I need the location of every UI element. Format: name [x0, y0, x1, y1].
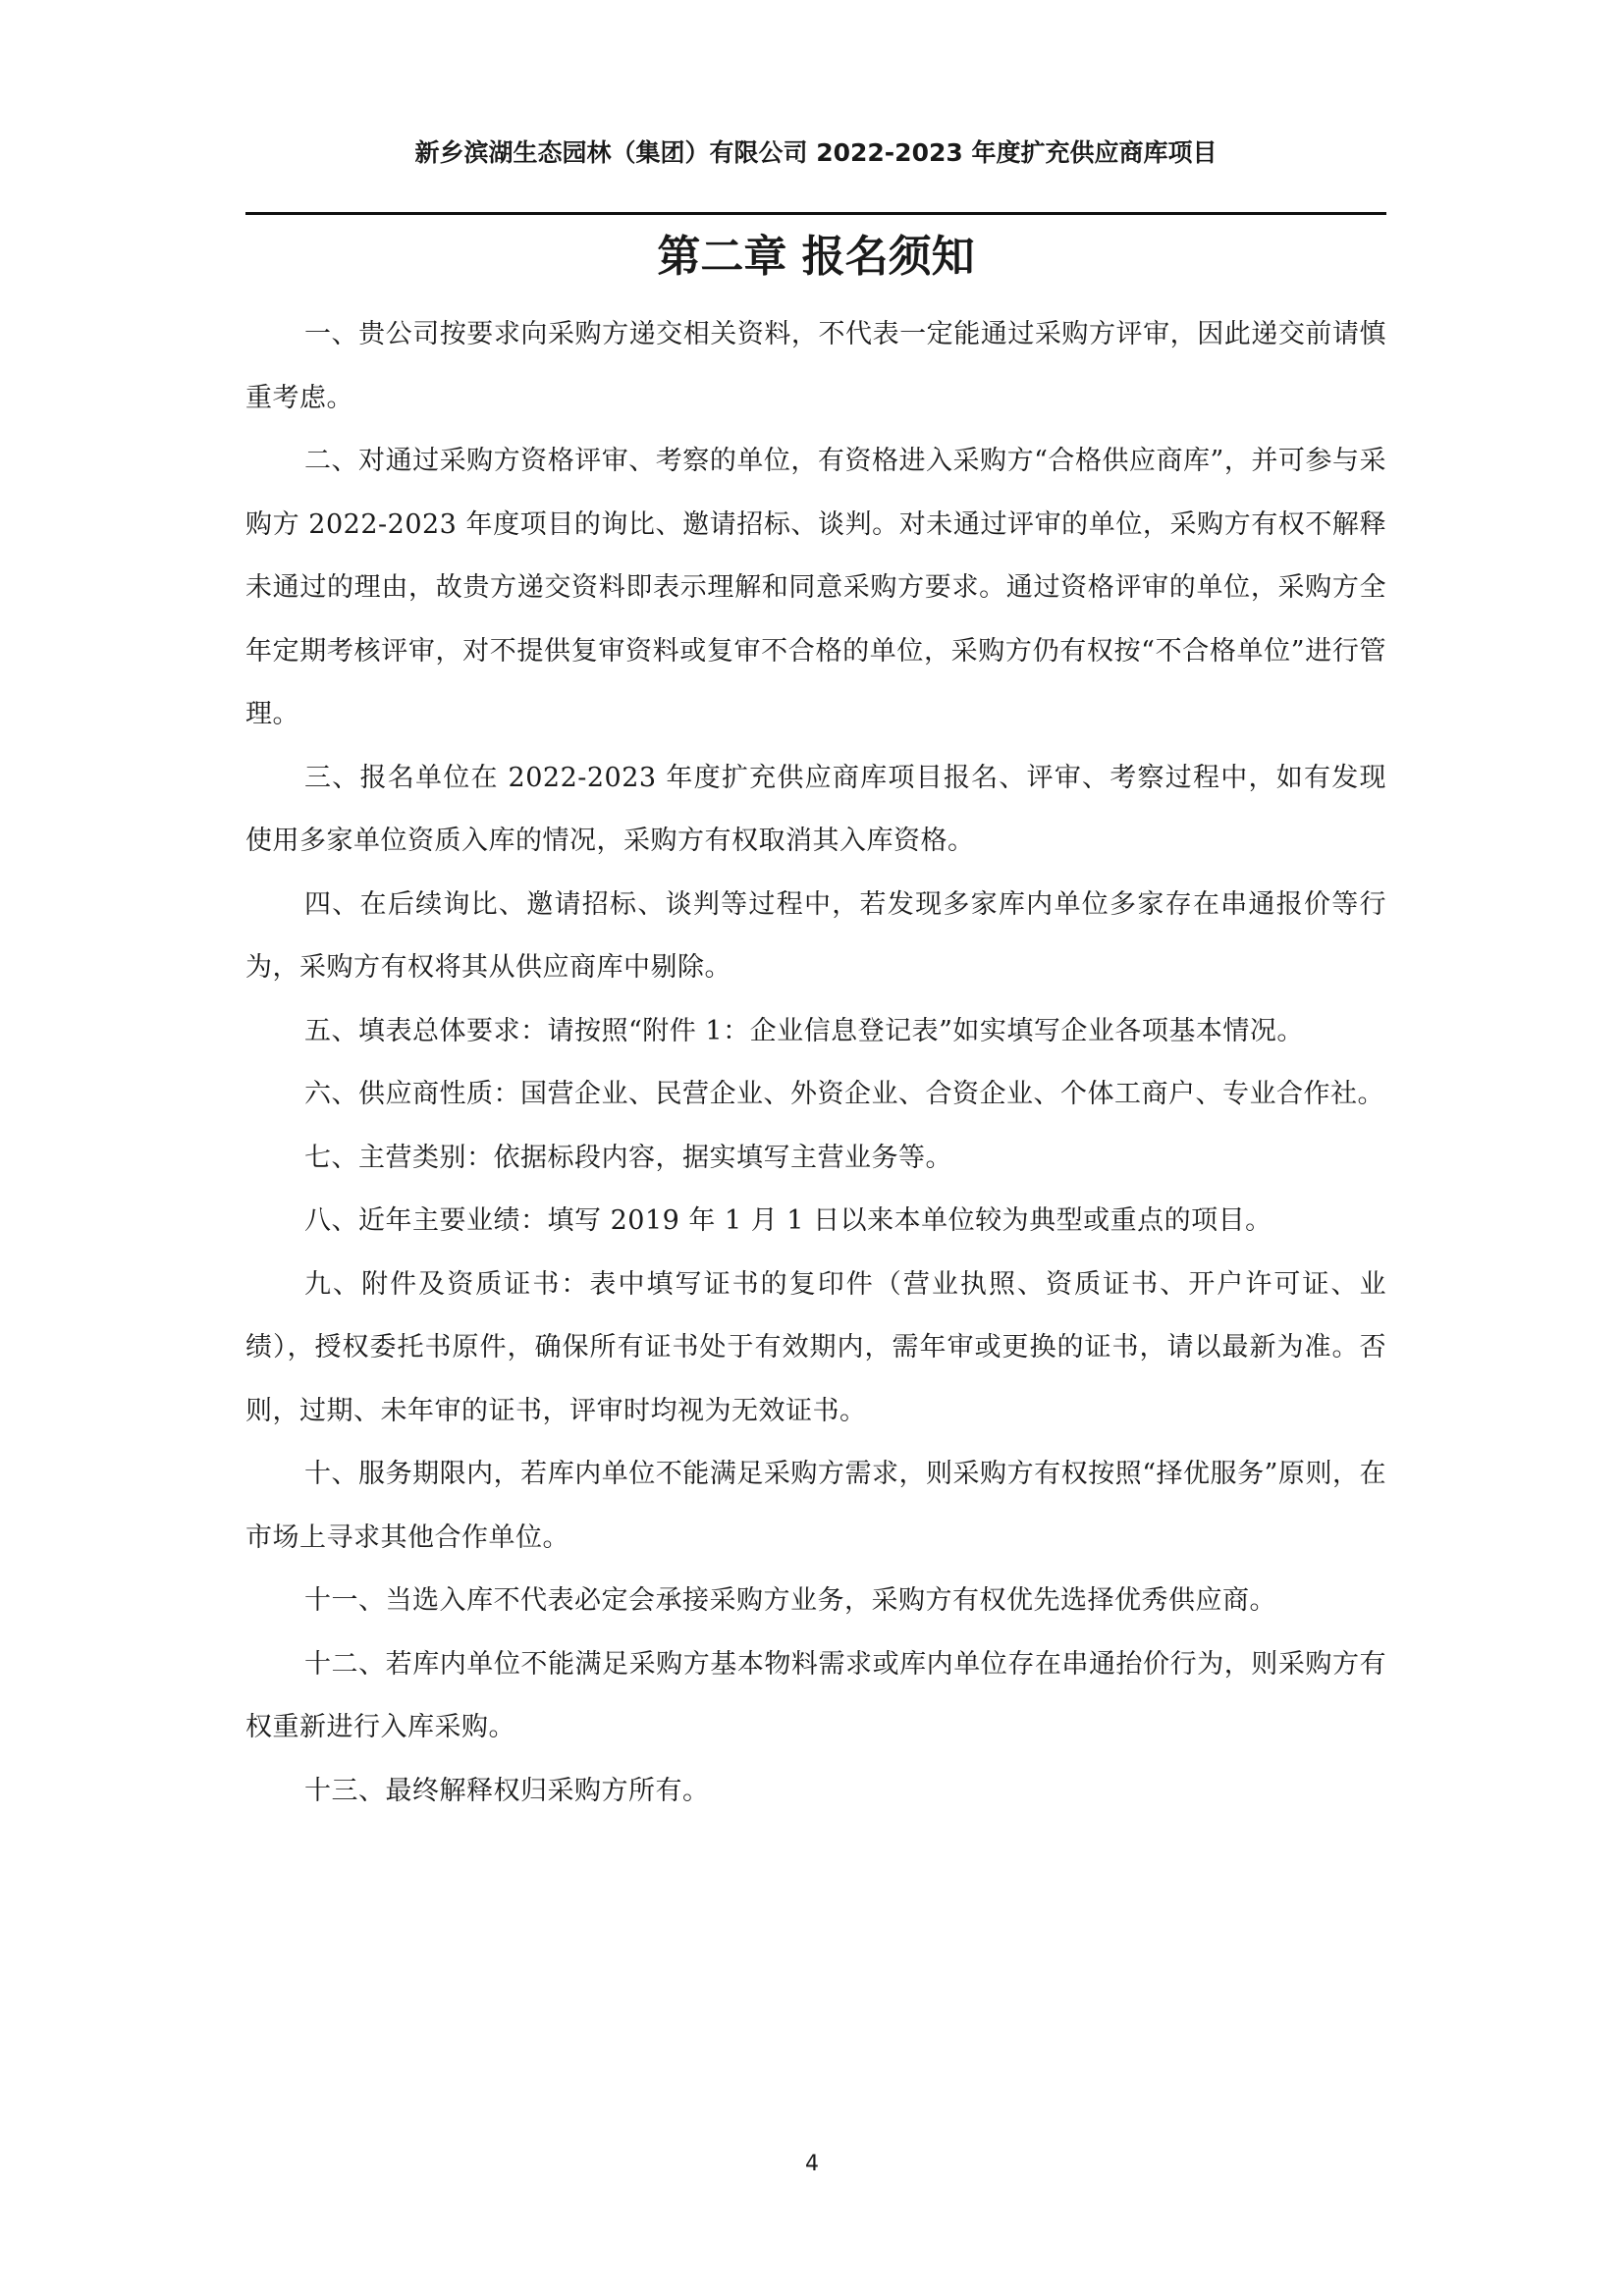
paragraph-1: 一、贵公司按要求向采购方递交相关资料，不代表一定能通过采购方评审，因此递交前请慎重考虑。 [245, 319, 1386, 413]
paragraph-10: 十、服务期限内，若库内单位不能满足采购方需求，则采购方有权按照“择优服务”原则，在市场上寻求其他合作单位。 [245, 1459, 1386, 1553]
paragraph-4: 四、在后续询比、邀请招标、谈判等过程中，若发现多家库内单位多家存在串通报价等行为，采购方有权将其从供应商库中剔除。 [245, 888, 1386, 983]
paragraph-8: 八、近年主要业绩：填写 2019 年 1 月 1 日以来本单位较为典型或重点的项目。 [304, 1205, 1272, 1236]
paragraph-12: 十二、若库内单位不能满足采购方基本物料需求或库内单位存在串通抬价行为，则采购方有权重新进行入库采购。 [245, 1648, 1386, 1742]
header-divider [245, 212, 1386, 215]
paragraph-5: 五、填表总体要求：请按照“附件 1：企业信息登记表”如实填写企业各项基本情况。 [304, 1015, 1304, 1046]
paragraph-2: 二、对通过采购方资格评审、考察的单位，有资格进入采购方“合格供应商库”，并可参与采购方 2022-2023 年度项目的询比、邀请招标、谈判。对未通过评审的单位，采购方有权不解释未通过的理由，故贵方递交资料即表示理解和同意采购方要求。通过资格评审的单位，采购方全年定期考核评审，对不提供复审资料或复审不合格的单位，采购方仍有权按“不合格单位”进行管理。 [245, 446, 1386, 729]
paragraph-6: 六、供应商性质：国营企业、民营企业、外资企业、合资企业、个体工商户、专业合作社。 [304, 1079, 1384, 1109]
page-number: 4 [805, 2152, 819, 2176]
paragraph-7: 七、主营类别：依据标段内容，据实填写主营业务等。 [304, 1142, 952, 1173]
document-body [245, 303, 1386, 1823]
paragraph-3: 三、报名单位在 2022-2023 年度扩充供应商库项目报名、评审、考察过程中，如有发现使用多家单位资质入库的情况，采购方有权取消其入库资格。 [245, 762, 1386, 856]
chapter-title: 第二章 报名须知 [657, 232, 975, 282]
paragraph-11: 十一、当选入库不代表必定会承接采购方业务，采购方有权优先选择优秀供应商。 [304, 1585, 1276, 1616]
paragraph-13: 十三、最终解释权归采购方所有。 [304, 1775, 710, 1806]
page-header: 新乡滨湖生态园林（集团）有限公司 2022-2023 年度扩充供应商库项目 [414, 138, 1218, 167]
paragraph-9: 九、附件及资质证书：表中填写证书的复印件（营业执照、资质证书、开户许可证、业绩），授权委托书原件，确保所有证书处于有效期内，需年审或更换的证书，请以最新为准。否则，过期、未年审的证书，评审时均视为无效证书。 [245, 1268, 1386, 1426]
